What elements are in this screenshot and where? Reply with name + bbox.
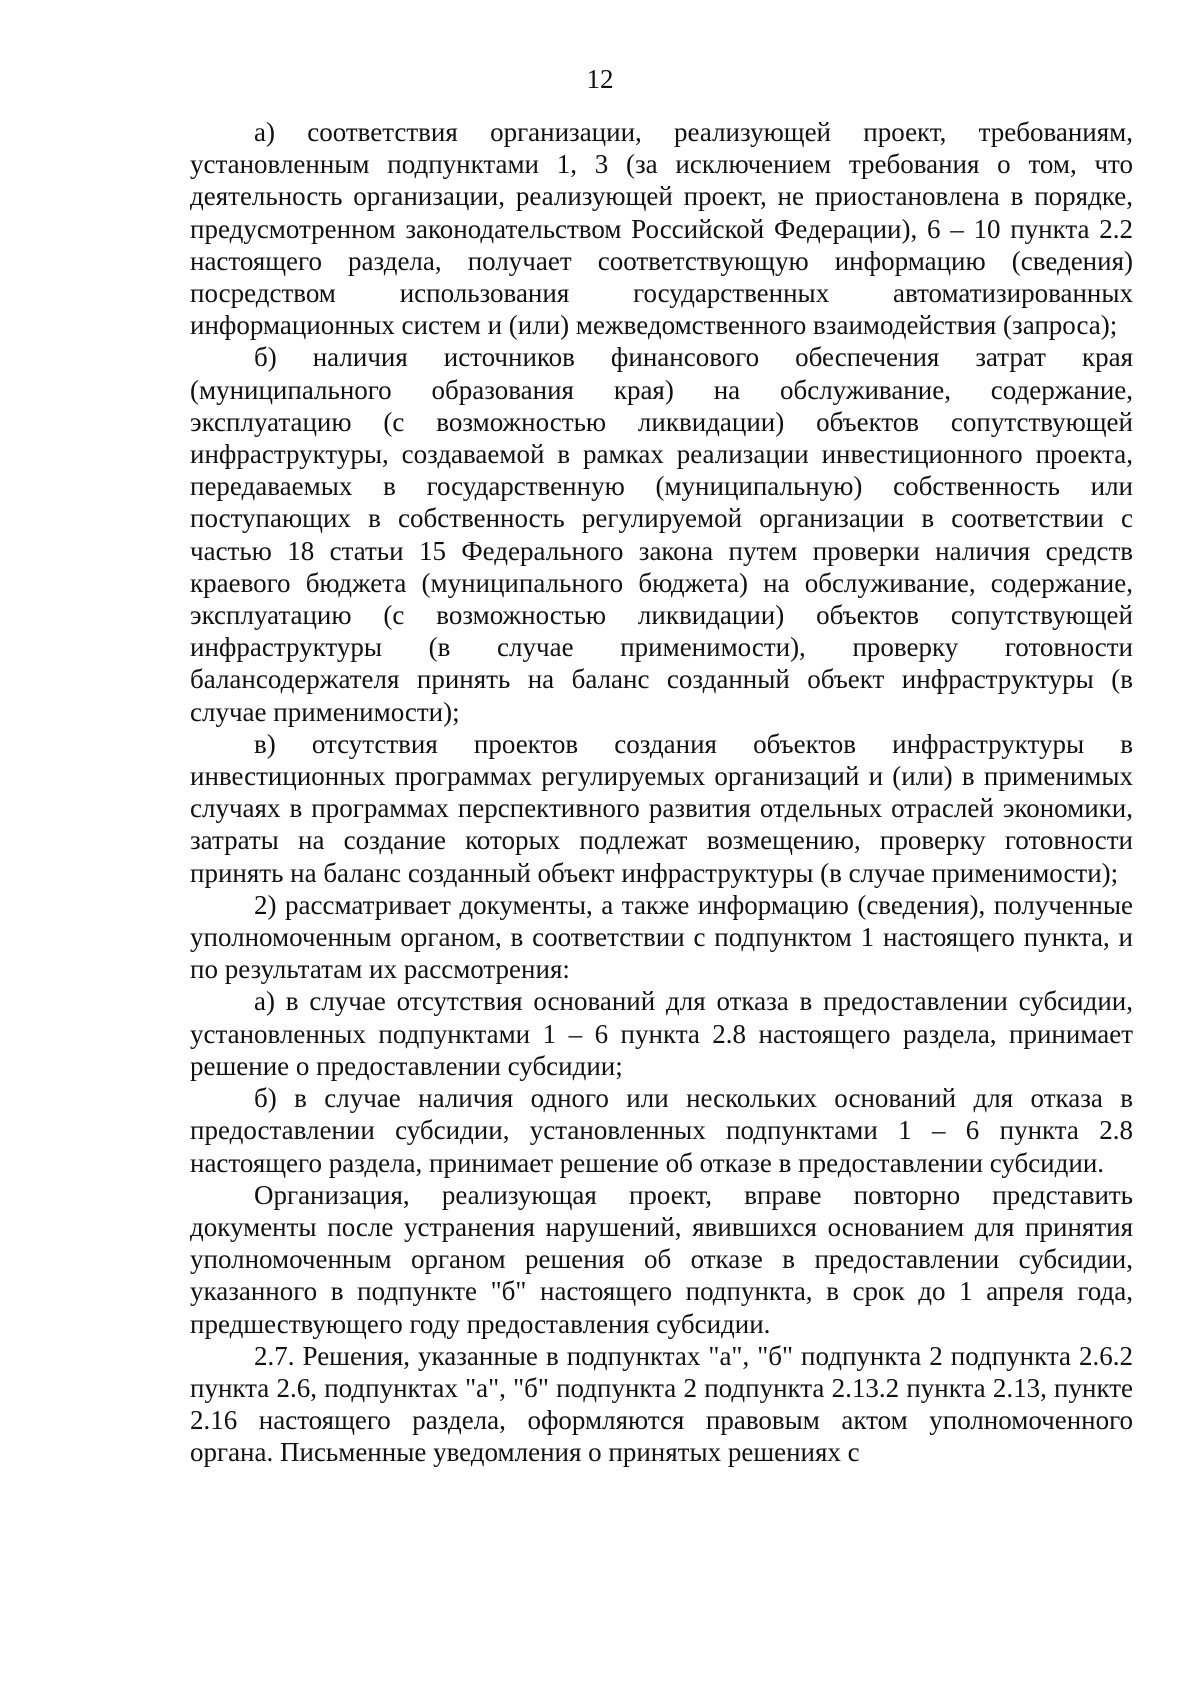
document-body bbox=[190, 116, 1133, 1469]
paragraph-2-7-decisions: 2.7. Решения, указанные в подпунктах "а", "б" подпункта 2 подпункта 2.6.2 пункта 2.6, подпунктах "а", "б" подпункта 2 подпункта 2.13.2 пункта 2.13, пункте 2.16 настоящего раздела, оформляются правовым актом уполномоченного органа. Письменные уведомления о принятых решениях с bbox=[190, 1340, 1133, 1468]
paragraph-b-funding-sources: б) наличия источников финансового обеспечения затрат края (муниципального образования края) на обслуживание, содержание, эксплуатацию (с возможностью ликвидации) объектов сопутствующей инфраструктуры, создаваемой в рамках реализации инвестиционного проекта, передаваемых в государственную (муниципальную) собственность или поступающих в собственность регулируемой организации в соответствии с частью 18 статьи 15 Федерального закона путем проверки наличия средств краевого бюджета (муниципального бюджета) на обслуживание, содержание, эксплуатацию (с возможностью ликвидации) объектов сопутствующей инфраструктуры (в случае применимости), проверку готовности балансодержателя принять на баланс созданный объект инфраструктуры (в случае применимости); bbox=[190, 342, 1133, 727]
paragraph-resubmission: Организация, реализующая проект, вправе повторно представить документы после устранения нарушений, явившихся основанием для принятия уполномоченным органом решения об отказе в предоставлении субсидии, указанного в подпункте "б" настоящего подпункта, в срок до 1 апреля года, предшествующего году предоставления субсидии. bbox=[190, 1179, 1133, 1339]
page-number: 12 bbox=[586, 64, 614, 94]
paragraph-b-refusal-decision: б) в случае наличия одного или нескольких оснований для отказа в предоставлении субсидии, установленных подпунктами 1 – 6 пункта 2.8 настоящего раздела, принимает решение об отказе в предоставлении субсидии. bbox=[190, 1083, 1133, 1178]
paragraph-2-reviews-documents: 2) рассматривает документы, а также информацию (сведения), полученные уполномоченным органом, в соответствии с подпунктом 1 настоящего пункта, и по результатам их рассмотрения: bbox=[190, 889, 1133, 985]
paragraph-v-no-projects: в) отсутствия проектов создания объектов инфраструктуры в инвестиционных программах регулируемых организаций и (или) в применимых случаях в программах перспективного развития отдельных отраслей экономики, затраты на создание которых подлежат возмещению, проверку готовности принять на баланс созданный объект инфраструктуры (в случае применимости); bbox=[190, 728, 1133, 888]
paragraph-a-grant-decision: а) в случае отсутствия оснований для отказа в предоставлении субсидии, установленных подпунктами 1 – 6 пункта 2.8 настоящего раздела, принимает решение о предоставлении субсидии; bbox=[190, 986, 1133, 1081]
paragraph-a-compliance: а) соответствия организации, реализующей проект, требованиям, установленным подпунктами 1, 3 (за исключением требования о том, что деятельность организации, реализующей проект, не приостановлена в порядке, предусмотренном законодательством Российской Федерации), 6 – 10 пункта 2.2 настоящего раздела, получает соответствующую информацию (сведения) посредством использования государственных автоматизированных информационных систем и (или) межведомственного взаимодействия (запроса); bbox=[190, 117, 1133, 341]
